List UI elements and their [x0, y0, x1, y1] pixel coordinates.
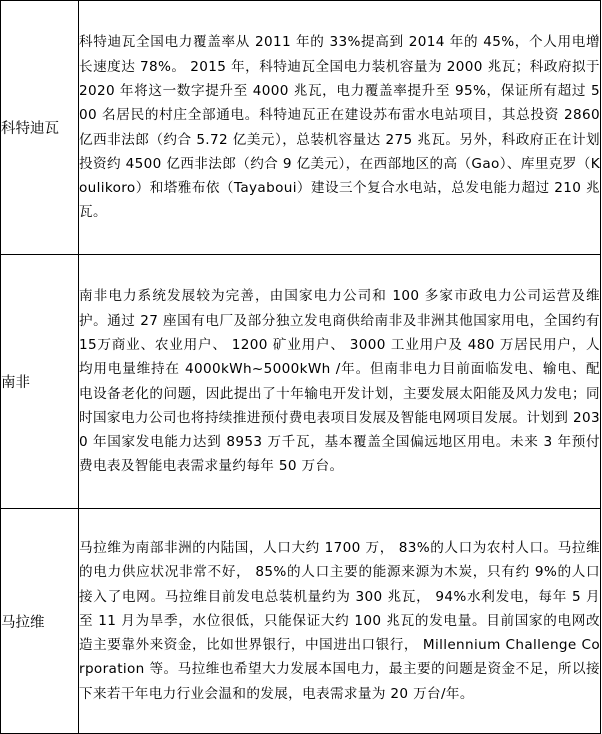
table-row — [1, 255, 601, 509]
table-row — [1, 1, 601, 255]
country-name-cell: 马拉维 — [1, 509, 79, 734]
country-name-cell: 南非 — [1, 255, 79, 509]
country-description-cell: 科特迪瓦全国电力覆盖率从 2011 年的 33%提高到 2014 年的 45%，个人用电增长速度达 78%。 2015 年，科特迪瓦全国电力装机容量为 2000 兆瓦；科政府拟于 2020 年将这一数字提升至 4000 兆瓦，电力覆盖率提升至 95%，保证所有超过 500 名居民的村庄全部通电。科特迪瓦正在建设苏布雷水电站项目，其总投资 2860 亿西非法郎（约合 5.72 亿美元），总装机容量达 275 兆瓦。另外，科政府正在计划投资约 4500 亿西非法郎（约合 9 亿美元），在西部地区的高（Gao）、库里克罗（Koulikoro）和塔雅布依（Tayaboui）建设三个复合水电站，总发电能力超过 210 兆瓦。 — [79, 1, 601, 255]
country-name-cell: 科特迪瓦 — [1, 1, 79, 255]
country-description-cell: 南非电力系统发展较为完善，由国家电力公司和 100 多家市政电力公司运营及维护。通过 27 座国有电厂及部分独立发电商供给南非及非洲其他国家用电，全国约有 15万商业、农业用户、 1200 矿业用户、 3000 工业用户及 480 万居民用户，人均用电量维持在 4000kWh~5000kWh /年。但南非电力目前面临发电、输电、配电设备老化的问题，因此提出了十年输电开发计划，主要发展太阳能及风力发电；同时国家电力公司也将持续推进预付费电表项目发展及智能电网项目发展。计划到 2030 年国家发电能力达到 8953 万千瓦，基本覆盖全国偏远地区用电。未来 3 年预付费电表及智能电表需求量约每年 50 万台。 — [79, 255, 601, 509]
table-row — [1, 509, 601, 734]
country-description-cell: 马拉维为南部非洲的内陆国，人口大约 1700 万， 83%的人口为农村人口。马拉维的电力供应状况非常不好， 85%的人口主要的能源来源为木炭，只有约 9%的人口接入了电网。马拉维目前发电总装机量约为 300 兆瓦， 94%水利发电，每年 5 月至 11 月为旱季，水位很低，只能保证大约 100 兆瓦的发电量。目前国家的电网改造主要靠外来资金，比如世界银行，中国进出口银行， Millennium Challenge Corporation 等。马拉维也希望大力发展本国电力，最主要的问题是资金不足，所以接下来若干年电力行业会温和的发展，电表需求量为 20 万台/年。 — [79, 509, 601, 734]
